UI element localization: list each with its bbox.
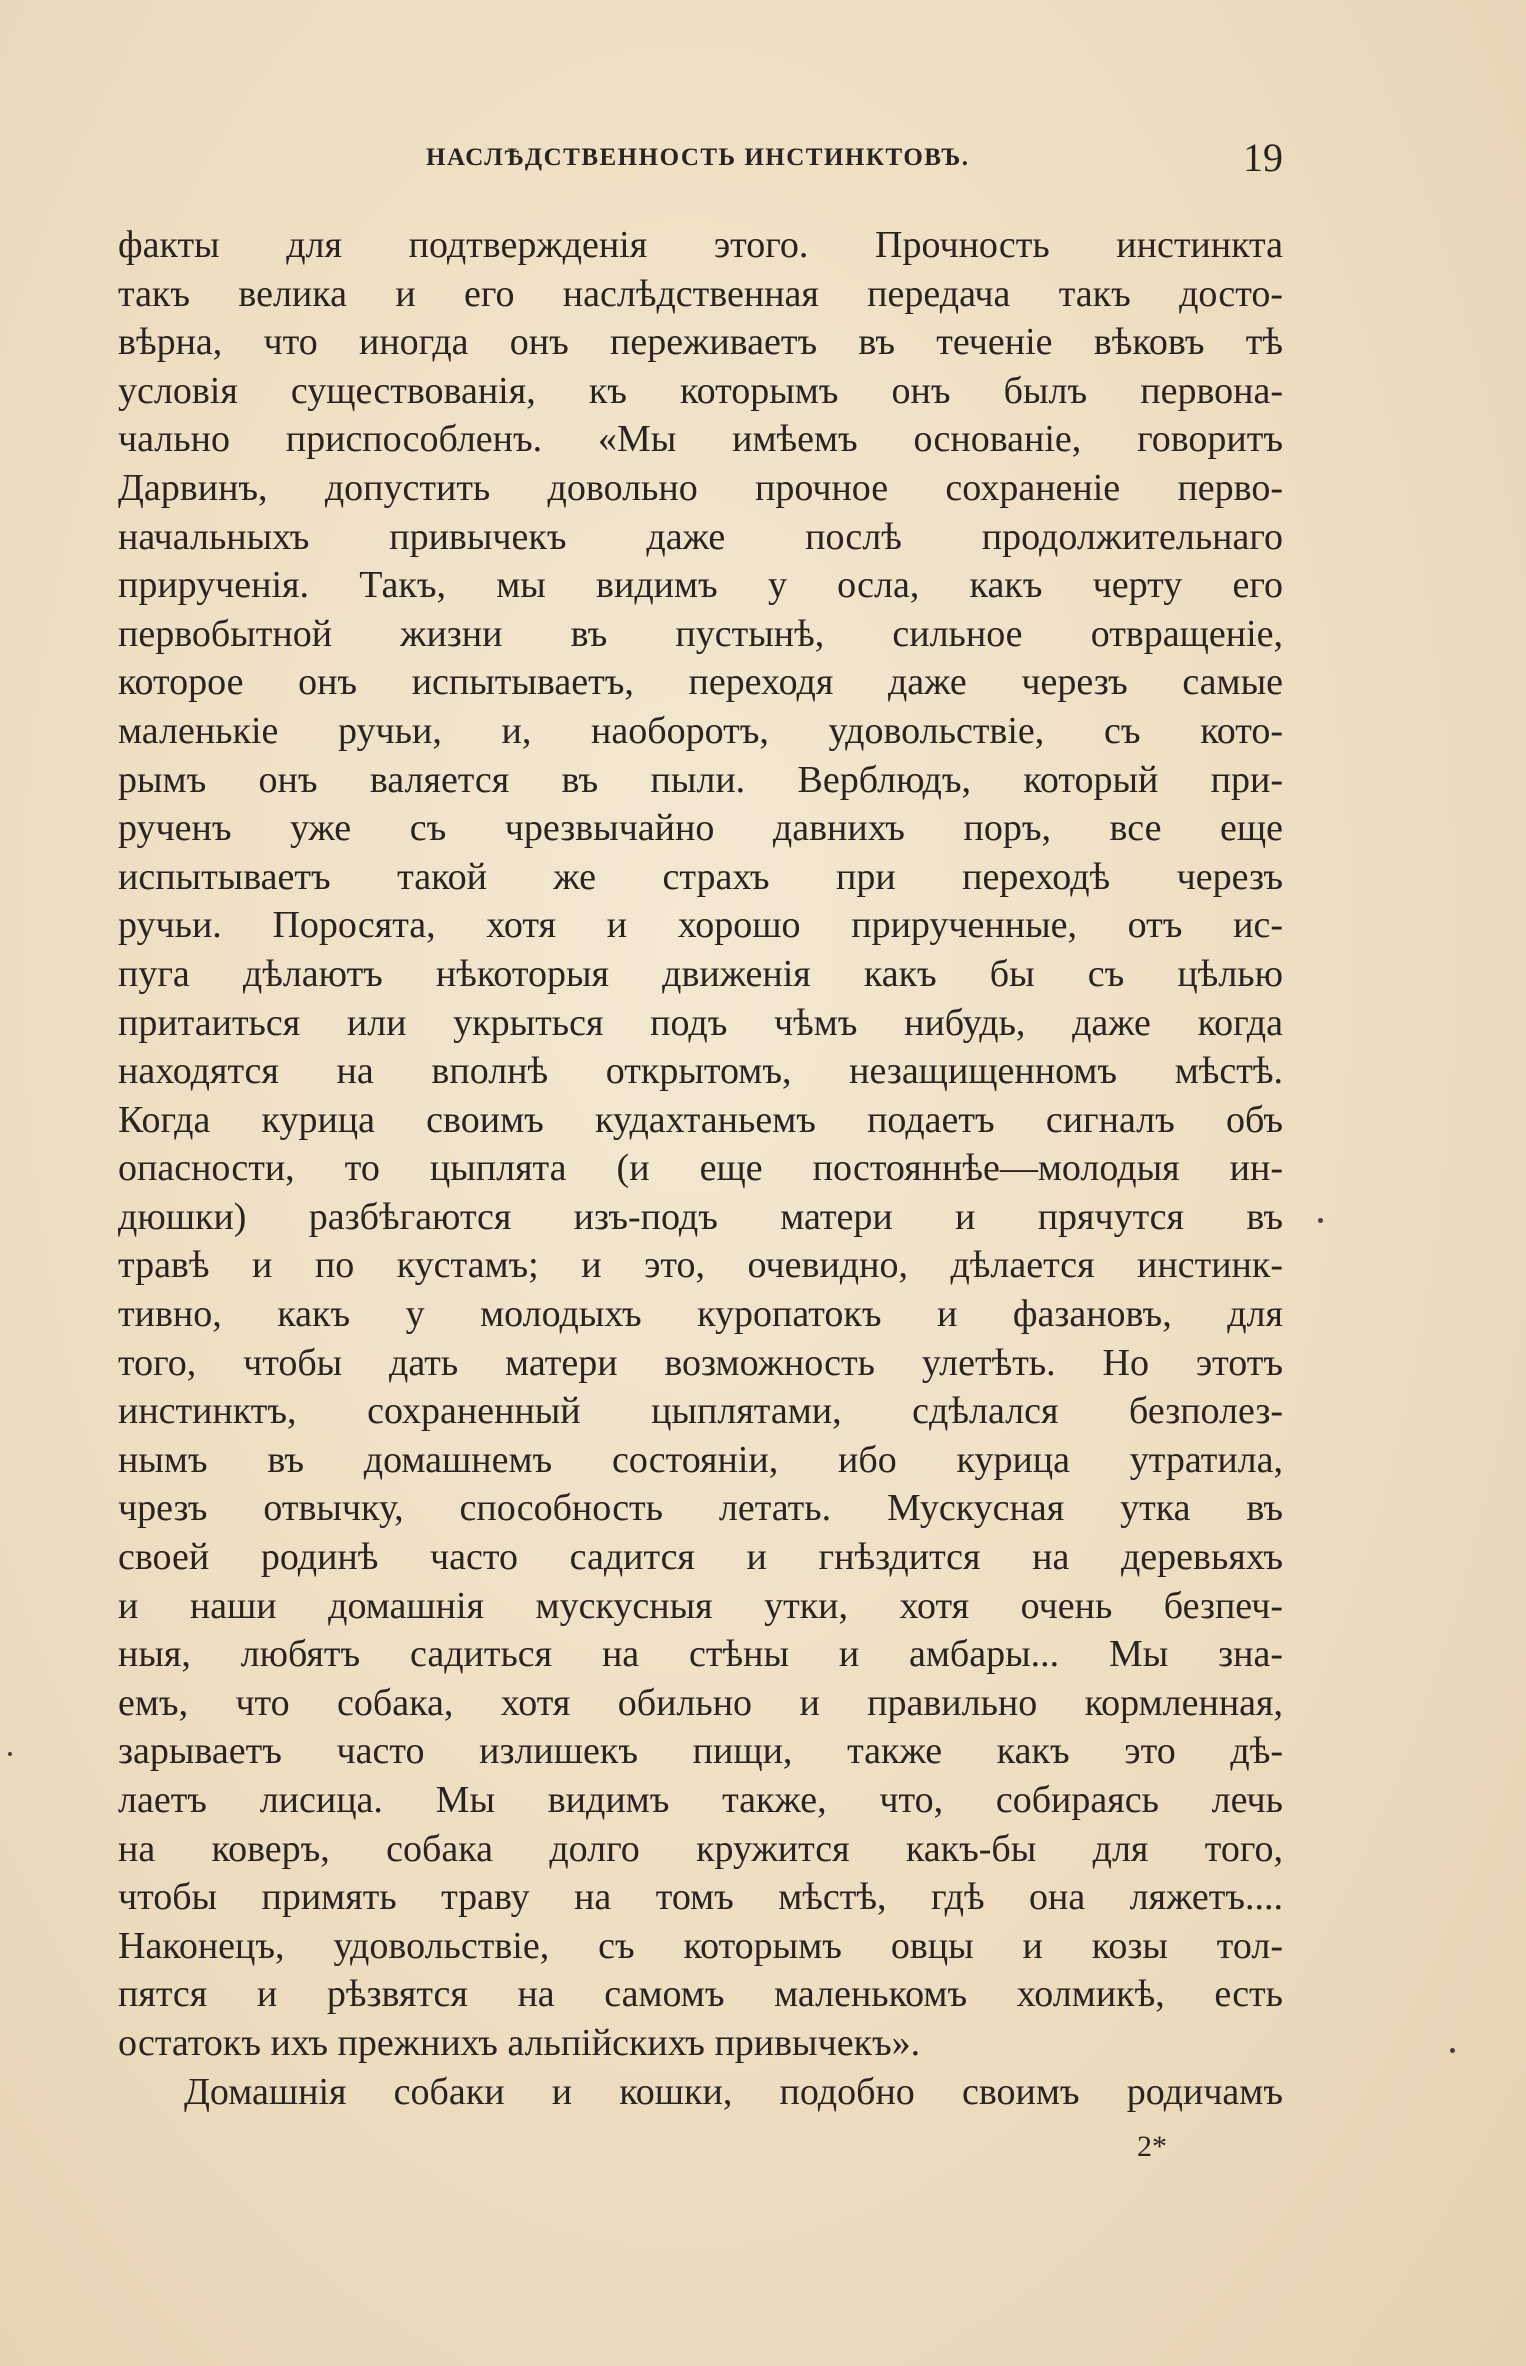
- text-line: рученъ уже съ чрезвычайно давнихъ поръ, все еще: [118, 807, 1283, 850]
- body-text: [118, 221, 1283, 2116]
- text-line: инстинктъ, сохраненный цыплятами, сдѣлался безполез-: [118, 1390, 1283, 1433]
- running-title: НАСЛѢДСТВЕННОСТЬ ИНСТИНКТОВЪ.: [426, 144, 970, 171]
- text-line: нымъ въ домашнемъ состояніи, ибо курица утратила,: [118, 1438, 1283, 1481]
- text-line: дюшки) разбѣгаются изъ-подъ матери и прячутся въ: [118, 1195, 1283, 1238]
- text-line: своей родинѣ часто садится и гнѣздится на деревьяхъ: [118, 1536, 1283, 1579]
- text-line: того, чтобы дать матери возможность улетѣть. Но этотъ: [118, 1341, 1283, 1384]
- text-line-paragraph-end: остатокъ ихъ прежнихъ альпійскихъ привычекъ».: [118, 2021, 921, 2064]
- text-line: зарываетъ часто излишекъ пищи, также какъ это дѣ-: [118, 1730, 1283, 1773]
- text-line: вѣрна, что иногда онъ переживаетъ въ теченіе вѣковъ тѣ: [118, 321, 1283, 364]
- text-line: находятся на вполнѣ открытомъ, незащищенномъ мѣстѣ.: [118, 1050, 1283, 1093]
- text-line: которое онъ испытываетъ, переходя даже черезъ самые: [118, 661, 1283, 704]
- text-line: начальныхъ привычекъ даже послѣ продолжительнаго: [118, 515, 1283, 558]
- text-line: пятся и рѣзвятся на самомъ маленькомъ холмикѣ, есть: [118, 1973, 1283, 2016]
- text-line: чально приспособленъ. «Мы имѣемъ основаніе, говоритъ: [118, 418, 1283, 461]
- text-line: притаиться или укрыться подъ чѣмъ нибудь, даже когда: [118, 1001, 1283, 1044]
- text-line: лаетъ лисица. Мы видимъ также, что, собираясь лечь: [118, 1779, 1283, 1821]
- paper-speck: [1318, 1218, 1323, 1223]
- paper-speck: [1450, 2048, 1455, 2053]
- text-line: на коверъ, собака долго кружится какъ-бы для того,: [118, 1827, 1283, 1870]
- text-line: испытываетъ такой же страхъ при переходѣ черезъ: [118, 855, 1283, 898]
- text-line: ручьи. Поросята, хотя и хорошо прирученные, отъ ис-: [118, 904, 1283, 947]
- text-line: чрезъ отвычку, способность летать. Мускусная утка въ: [118, 1487, 1283, 1530]
- printer-signature-mark: 2*: [1137, 2130, 1167, 2163]
- text-line: маленькіе ручьи, и, наоборотъ, удовольствіе, съ кото-: [118, 709, 1283, 752]
- text-line: такъ велика и его наслѣдственная передача такъ досто-: [118, 272, 1283, 315]
- text-line: чтобы примять траву на томъ мѣстѣ, гдѣ она ляжетъ....: [118, 1876, 1283, 1919]
- text-line: опасности, то цыплята (и еще постояннѣе—молодыя ин-: [118, 1147, 1283, 1190]
- text-line: факты для подтвержденія этого. Прочность инстинкта: [118, 224, 1283, 266]
- text-line: Наконецъ, удовольствіе, съ которымъ овцы и козы тол-: [118, 1924, 1283, 1967]
- paper-speck: [8, 1752, 12, 1756]
- text-line: первобытной жизни въ пустынѣ, сильное отвращеніе,: [118, 612, 1283, 655]
- text-line: рымъ онъ валяется въ пыли. Верблюдъ, который при-: [118, 758, 1283, 801]
- text-line: тивно, какъ у молодыхъ куропатокъ и фазановъ, для: [118, 1293, 1283, 1336]
- text-line-paragraph-start: Домашнія собаки и кошки, подобно своимъ родичамъ: [184, 2070, 1283, 2113]
- text-line: ныя, любятъ садиться на стѣны и амбары... Мы зна-: [118, 1633, 1283, 1676]
- text-line: Когда курица своимъ кудахтаньемъ подаетъ сигналъ объ: [118, 1098, 1283, 1141]
- text-line: травѣ и по кустамъ; и это, очевидно, дѣлается инстинк-: [118, 1244, 1283, 1287]
- running-head: [118, 134, 1283, 182]
- page-number: 19: [1243, 135, 1283, 180]
- text-line: Дарвинъ, допустить довольно прочное сохраненіе перво-: [118, 466, 1283, 509]
- text-line: условія существованія, къ которымъ онъ былъ первона-: [118, 369, 1283, 412]
- text-line: пуга дѣлаютъ нѣкоторыя движенія какъ бы съ цѣлью: [118, 952, 1283, 995]
- text-line: емъ, что собака, хотя обильно и правильно кормленная,: [118, 1681, 1283, 1724]
- text-line: прирученія. Такъ, мы видимъ у осла, какъ черту его: [118, 564, 1283, 607]
- text-line: и наши домашнія мускусныя утки, хотя очень безпеч-: [118, 1584, 1283, 1627]
